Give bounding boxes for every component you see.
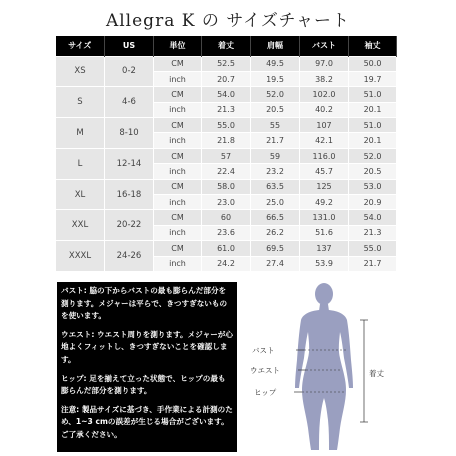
size-cell: L bbox=[56, 148, 105, 179]
shoulder-cell: 59 bbox=[251, 148, 300, 163]
shoulder-cell: 63.5 bbox=[251, 179, 300, 194]
unit-cell: inch bbox=[154, 133, 202, 148]
size-cell: XXXL bbox=[56, 241, 105, 272]
bust-cell: 53.9 bbox=[300, 256, 349, 271]
us-size-cell: 12-14 bbox=[105, 148, 154, 179]
shoulder-cell: 66.5 bbox=[251, 210, 300, 225]
figure-length-label: 着丈 bbox=[369, 369, 384, 378]
shoulder-cell: 27.4 bbox=[251, 256, 300, 271]
table-row bbox=[56, 179, 397, 194]
table-row bbox=[56, 87, 397, 102]
table-row bbox=[56, 56, 397, 71]
figure-hip-label: ヒップ bbox=[254, 388, 277, 397]
header-shoulder: 肩幅 bbox=[251, 36, 300, 56]
bust-cell: 40.2 bbox=[300, 102, 349, 117]
size-cell: XXL bbox=[56, 210, 105, 241]
unit-cell: CM bbox=[154, 241, 202, 256]
figure-bust-label: バスト bbox=[252, 346, 275, 355]
sleeve-cell: 52.0 bbox=[349, 148, 397, 163]
bust-cell: 131.0 bbox=[300, 210, 349, 225]
length-cell: 61.0 bbox=[202, 241, 251, 256]
shoulder-cell: 23.2 bbox=[251, 164, 300, 179]
size-cell: S bbox=[56, 87, 105, 118]
length-cell: 52.5 bbox=[202, 56, 251, 71]
sleeve-cell: 51.0 bbox=[349, 118, 397, 133]
sleeve-cell: 20.9 bbox=[349, 195, 397, 210]
bust-cell: 38.2 bbox=[300, 71, 349, 86]
note-bust: バスト: 脇の下からバストの最も膨らんだ部分を測ります。メジャーは平らで、きつすぎないものを使います。 bbox=[61, 286, 228, 321]
us-size-cell: 0-2 bbox=[105, 56, 154, 87]
unit-cell: inch bbox=[154, 71, 202, 86]
header-us: US bbox=[105, 36, 154, 56]
header-bust: バスト bbox=[300, 36, 349, 56]
unit-cell: inch bbox=[154, 256, 202, 271]
length-cell: 55.0 bbox=[202, 118, 251, 133]
size-cell: XS bbox=[56, 56, 105, 87]
us-size-cell: 20-22 bbox=[105, 210, 154, 241]
unit-cell: inch bbox=[154, 102, 202, 117]
sleeve-cell: 19.7 bbox=[349, 71, 397, 86]
measurement-notes bbox=[57, 282, 237, 452]
us-size-cell: 4-6 bbox=[105, 87, 154, 118]
sleeve-cell: 20.1 bbox=[349, 102, 397, 117]
length-cell: 21.8 bbox=[202, 133, 251, 148]
header-size: サイズ bbox=[56, 36, 105, 56]
sleeve-cell: 51.0 bbox=[349, 87, 397, 102]
unit-cell: inch bbox=[154, 225, 202, 240]
us-size-cell: 8-10 bbox=[105, 118, 154, 149]
size-chart-table bbox=[55, 36, 397, 272]
us-size-cell: 16-18 bbox=[105, 179, 154, 210]
note-caution: 注意: 製品サイズに基づき、手作業による計測のため、1~3 cmの誤差が生じる場合がございます。ご了承ください。 bbox=[61, 404, 233, 439]
bust-cell: 45.7 bbox=[300, 164, 349, 179]
length-cell: 23.0 bbox=[202, 195, 251, 210]
bust-cell: 49.2 bbox=[300, 195, 349, 210]
length-cell: 54.0 bbox=[202, 87, 251, 102]
unit-cell: CM bbox=[154, 179, 202, 194]
unit-cell: CM bbox=[154, 148, 202, 163]
length-cell: 22.4 bbox=[202, 164, 251, 179]
shoulder-cell: 19.5 bbox=[251, 71, 300, 86]
shoulder-cell: 20.5 bbox=[251, 102, 300, 117]
sleeve-cell: 54.0 bbox=[349, 210, 397, 225]
header-unit: 単位 bbox=[154, 36, 202, 56]
sleeve-cell: 20.1 bbox=[349, 133, 397, 148]
shoulder-cell: 69.5 bbox=[251, 241, 300, 256]
sleeve-cell: 55.0 bbox=[349, 241, 397, 256]
shoulder-cell: 55 bbox=[251, 118, 300, 133]
bust-cell: 102.0 bbox=[300, 87, 349, 102]
bust-cell: 137 bbox=[300, 241, 349, 256]
shoulder-cell: 49.5 bbox=[251, 56, 300, 71]
shoulder-cell: 52.0 bbox=[251, 87, 300, 102]
length-cell: 23.6 bbox=[202, 225, 251, 240]
unit-cell: CM bbox=[154, 87, 202, 102]
table-row bbox=[56, 241, 397, 256]
us-size-cell: 24-26 bbox=[105, 241, 154, 272]
bust-cell: 116.0 bbox=[300, 148, 349, 163]
unit-cell: CM bbox=[154, 210, 202, 225]
sleeve-cell: 21.3 bbox=[349, 225, 397, 240]
page-title: Allegra K の サイズチャート bbox=[105, 11, 351, 31]
note-waist: ウエスト: ウエスト周りを測ります。メジャーが心地よくフィットし、きつすぎないことを確認します。 bbox=[61, 329, 233, 364]
length-cell: 21.3 bbox=[202, 102, 251, 117]
length-cell: 24.2 bbox=[202, 256, 251, 271]
bust-cell: 51.6 bbox=[300, 225, 349, 240]
bust-cell: 125 bbox=[300, 179, 349, 194]
shoulder-cell: 26.2 bbox=[251, 225, 300, 240]
bust-cell: 42.1 bbox=[300, 133, 349, 148]
sleeve-cell: 20.5 bbox=[349, 164, 397, 179]
sleeve-cell: 50.0 bbox=[349, 56, 397, 71]
table-row bbox=[56, 148, 397, 163]
shoulder-cell: 21.7 bbox=[251, 133, 300, 148]
length-cell: 58.0 bbox=[202, 179, 251, 194]
size-cell: XL bbox=[56, 179, 105, 210]
length-cell: 60 bbox=[202, 210, 251, 225]
unit-cell: CM bbox=[154, 56, 202, 71]
unit-cell: inch bbox=[154, 195, 202, 210]
size-cell: M bbox=[56, 118, 105, 149]
table-row bbox=[56, 210, 397, 225]
figure-waist-label: ウエスト bbox=[250, 366, 280, 375]
bust-cell: 97.0 bbox=[300, 56, 349, 71]
unit-cell: inch bbox=[154, 164, 202, 179]
sleeve-cell: 53.0 bbox=[349, 179, 397, 194]
body-measurement-figure bbox=[240, 280, 400, 452]
unit-cell: CM bbox=[154, 118, 202, 133]
length-cell: 57 bbox=[202, 148, 251, 163]
bust-cell: 107 bbox=[300, 118, 349, 133]
shoulder-cell: 25.0 bbox=[251, 195, 300, 210]
length-cell: 20.7 bbox=[202, 71, 251, 86]
note-hip: ヒップ: 足を揃えて立った状態で、ヒップの最も膨らんだ部分を測ります。 bbox=[61, 373, 226, 396]
header-length: 着丈 bbox=[202, 36, 251, 56]
table-row bbox=[56, 118, 397, 133]
table-header-row bbox=[56, 36, 397, 56]
sleeve-cell: 21.7 bbox=[349, 256, 397, 271]
header-sleeve: 袖丈 bbox=[349, 36, 397, 56]
